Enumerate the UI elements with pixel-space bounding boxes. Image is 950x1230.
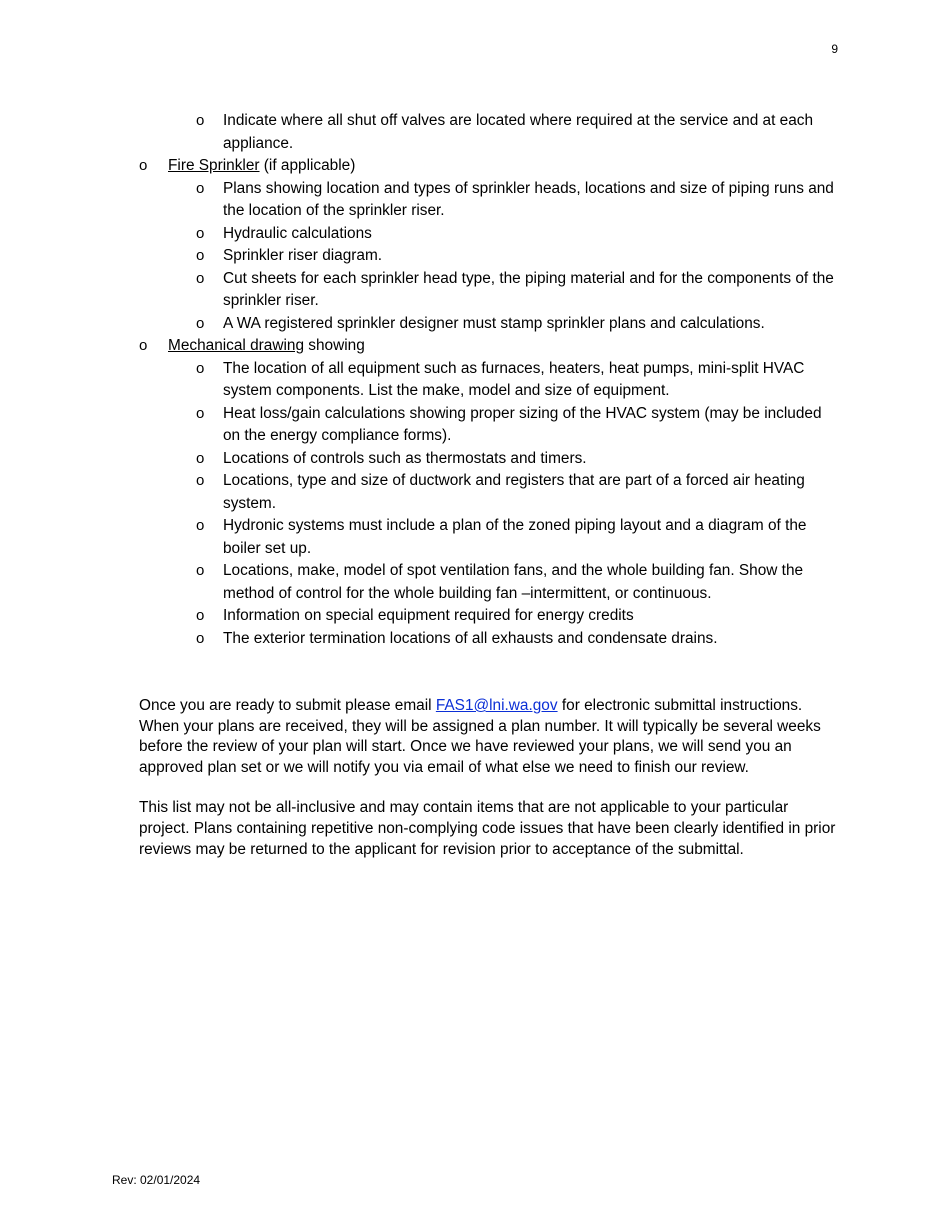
list-item-text: Indicate where all shut off valves are located where required at the service and at each appliance. [223,112,814,152]
list-item-text: A WA registered sprinkler designer must stamp sprinkler plans and calculations. [223,314,765,332]
list-item [139,470,839,515]
submit-text-after: for electronic submittal instructions. When your plans are received, they will be assigned a plan number. It will typically be several weeks before the review of your plan will start. Once we have reviewed your plans, we will send you an approved plan set or we will notify you via email of what else we need to finish our review. [139,697,821,776]
submit-paragraph [139,696,839,778]
bullet-icon: o [196,607,205,624]
list-item [139,313,839,336]
submit-text-before: Once you are ready to submit please email [139,697,436,714]
bullet-icon: o [196,112,205,129]
bullet-icon: o [196,247,205,264]
list-item [139,223,839,246]
list-item-text: (if applicable) [259,157,356,174]
bullet-icon: o [196,449,205,467]
list-item [139,110,839,155]
list-item [139,628,839,651]
list-item [139,448,839,471]
list-item-text: Heat loss/gain calculations showing proper sizing of the HVAC system (may be included on the energy compliance forms). [223,404,822,444]
list-item-text: The location of all equipment such as furnaces, heaters, heat pumps, mini-split HVAC system components. List the make, model and size of equipment. [223,359,805,399]
list-item-text: Hydraulic calculations [223,224,372,242]
bullet-icon: o [196,314,205,332]
bullet-icon: o [196,517,205,534]
list-item [139,515,839,560]
list-item-text: Locations, make, model of spot ventilation fans, and the whole building fan. Show the method of control for the whole building fan –intermittent, or continuous. [223,562,804,602]
bullet-icon: o [139,157,148,174]
list-item-text: Sprinkler riser diagram. [223,247,383,264]
list-item-text: Information on special equipment required for energy credits [223,607,634,624]
list-item [139,560,839,605]
bullet-icon: o [196,359,205,377]
disclaimer-paragraph: This list may not be all-inclusive and may contain items that are not applicable to your particular project. Plans containing repetitive non-complying code issues that have been clearly identified in prior reviews may be returned to the applicant for revision prior to acceptance of the submittal. [139,799,836,858]
bullet-icon: o [196,562,205,579]
list-item-text: Plans showing location and types of sprinkler heads, locations and size of piping runs and the location of the sprinkler riser. [223,179,834,219]
list-item-text: showing [304,337,365,354]
document-body [139,110,839,860]
list-section [139,335,839,358]
list-section [139,155,839,178]
list-item-text: The exterior termination locations of all exhausts and condensate drains. [223,629,718,647]
list-item [139,245,839,268]
list-item-text: Locations of controls such as thermostats and timers. [223,449,587,467]
revision-date: Rev: 02/01/2024 [112,1173,201,1187]
list-item [139,358,839,403]
bullet-icon: o [196,629,205,647]
bullet-icon: o [196,269,205,287]
bullet-icon: o [139,337,148,354]
bullet-icon: o [196,179,205,197]
list-item-text: Hydronic systems must include a plan of the zoned piping layout and a diagram of the boiler set up. [223,517,807,557]
bullet-icon: o [196,404,205,422]
list-item [139,268,839,313]
section-heading: Mechanical drawing [168,337,305,354]
list-item [139,178,839,223]
requirements-list [139,110,839,650]
section-heading: Fire Sprinkler [168,157,260,174]
list-item-text: Cut sheets for each sprinkler head type, the piping material and for the components of the sprinkler riser. [223,269,834,309]
list-item [139,403,839,448]
list-item-text: Locations, type and size of ductwork and registers that are part of a forced air heating system. [223,472,805,512]
email-link[interactable]: FAS1@lni.wa.gov [435,697,558,714]
bullet-icon: o [196,224,205,242]
list-item [139,605,839,628]
bullet-icon: o [196,472,205,489]
page-number: 9 [831,42,838,56]
